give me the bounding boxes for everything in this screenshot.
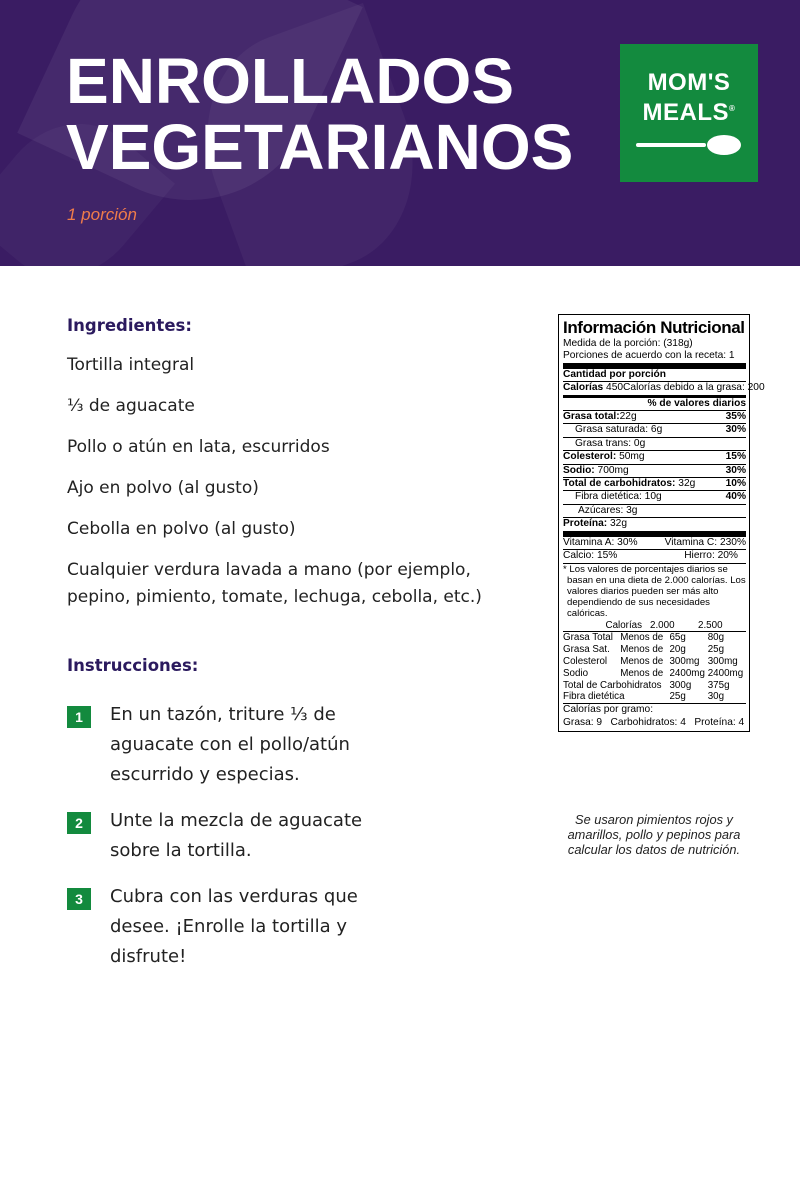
ingredient-item: ⅓ de aguacate [67,396,195,416]
title-line-2: VEGETARIANOS [66,111,574,183]
calories-row: Calorías 450 Calorías debido a la grasa: 200 [563,382,765,394]
step-text: En un tazón, triture ⅓ de aguacate con el pollo/atún escurrido y especias. [110,704,350,785]
nutrient-row-trans-fat: Grasa trans: 0g [563,437,746,450]
registered-mark: ® [729,104,736,113]
calories-value: 450 [606,382,624,394]
reference-row: Grasa Sat. Menos de 20g 25g [563,644,725,656]
nutrient-row-sodium: Sodio: 700mg 30% [563,464,746,476]
reference-row: Colesterol Menos de 300mg 300mg [563,655,738,667]
instruction-step [67,882,407,972]
reference-row: Sodio Menos de 2400mg 2400mg [563,667,744,679]
daily-value-footnote: * Los valores de porcentajes diarios se basan en una dieta de 2.000 calorías. Los valores diarios pueden ser más alto dependiendo de sus necesidades calóricas. [563,563,746,620]
vitamins-row: Vitamina A: 30% Vitamina C: 230% [563,531,746,549]
logo-line-1: MOM'S [647,69,731,96]
spoon-icon [636,134,742,156]
moms-meals-logo [620,44,758,182]
reference-values-rows [563,631,746,703]
daily-value-header: % de valores diarios [563,395,746,410]
amount-per-serving: Cantidad por porción [563,363,746,381]
logo-line-2: MEALS® [642,99,736,126]
step-number-badge: 2 [67,812,91,834]
reference-row: Fibra dietética 25g 30g [563,691,725,703]
reference-header-row: Calorías 2.000 2.500 [605,619,723,631]
nutrition-facts-panel [558,314,765,732]
nutrient-row-carbs: Total de carbohidratos: 32g 10% [563,478,746,490]
step-text: Cubra con las verduras que desee. ¡Enrolle la tortilla y disfrute! [110,886,358,967]
calories-from-fat: Calorías debido a la grasa: 200 [623,382,765,394]
reference-values-table [563,620,746,632]
calories-per-gram-values: Grasa: 9 Carbohidratos: 4 Proteína: 4 [563,716,745,728]
reference-row: Grasa Total Menos de 65g 80g [563,632,725,644]
ingredient-item: Tortilla integral [67,355,195,375]
nutrient-row-sugars: Azúcares: 3g [563,504,746,517]
nutrient-row-sat-fat: Grasa saturada: 6g 30% [563,423,746,436]
ingredient-item: Pollo o atún en lata, escurridos [67,437,330,457]
step-text: Unte la mezcla de aguacate sobre la tortilla. [110,810,363,861]
ingredient-item: Cebolla en polvo (al gusto) [67,519,296,539]
ingredient-item: Ajo en polvo (al gusto) [67,478,259,498]
ingredients-heading: Ingredientes: [67,316,192,335]
instructions-list [67,700,407,972]
nutrient-row-fiber: Fibra dietética: 10g 40% [563,490,746,503]
servings-per-recipe: Porciones de acuerdo con la receta: 1 [563,350,735,362]
nutrient-row-protein: Proteína: 32g [563,517,746,530]
servings-label: 1 porción [67,205,137,224]
instructions-heading: Instrucciones: [67,656,199,675]
step-number-badge: 1 [67,706,91,728]
header-banner [0,0,800,266]
recipe-title [66,45,574,183]
instruction-step [67,700,407,790]
nutrition-title: Información Nutricional [563,318,745,337]
title-line-1: ENROLLADOS [66,45,514,117]
nutrition-note: Se usaron pimientos rojos y amarillos, pollo y pepinos para calcular los datos de nutrición. [567,812,741,857]
nutrient-row-total-fat: Grasa total:22g 35% [563,411,746,423]
minerals-row: Calcio: 15% Hierro: 20% [563,549,746,562]
instruction-step [67,806,407,866]
ingredient-item: Cualquier verdura lavada a mano (por ejemplo, pepino, pimiento, tomate, lechuga, cebolla, etc.) [67,560,482,607]
ingredients-list [67,352,537,625]
nutrient-row-cholesterol: Colesterol: 50mg 15% [563,451,746,463]
calories-per-gram-title: Calorías por gramo: [563,703,746,716]
step-number-badge: 3 [67,888,91,910]
serving-size: Medida de la porción: (318g) [563,338,693,349]
reference-row: Total de Carbohidratos 300g 375g [563,679,730,691]
